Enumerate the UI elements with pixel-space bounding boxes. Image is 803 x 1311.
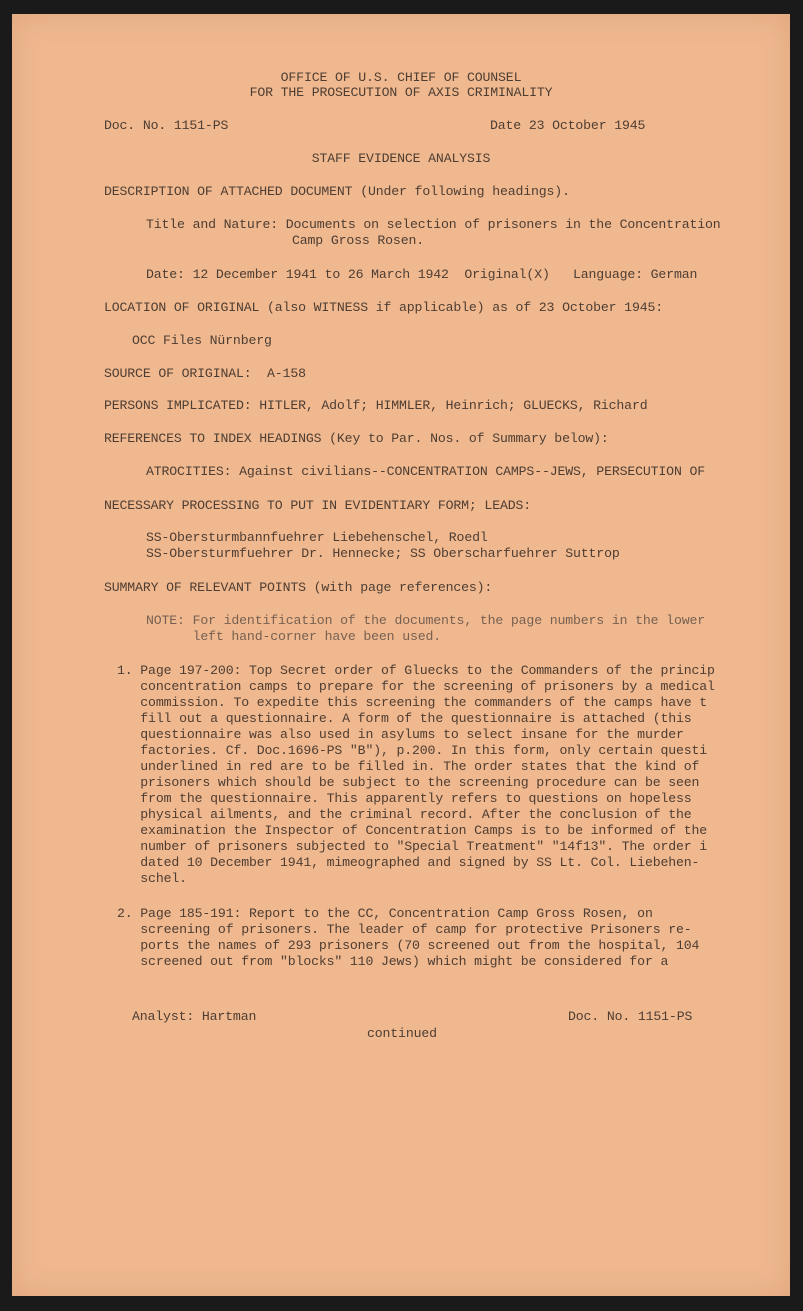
- paragraph-line: factories. Cf. Doc.1696-PS "B"), p.200. In this form, only certain questi: [117, 743, 708, 758]
- note-line: left hand-corner have been used.: [146, 629, 442, 644]
- references-line: REFERENCES TO INDEX HEADINGS (Key to Par. Nos. of Summary below):: [104, 431, 609, 446]
- paragraph-line: concentration camps to prepare for the screening of prisoners by a medical: [117, 679, 715, 694]
- lead-item: SS-Obersturmfuehrer Dr. Hennecke; SS Oberscharfuehrer Suttrop: [146, 546, 620, 561]
- continued-label: continued: [367, 1026, 437, 1041]
- summary-line: SUMMARY OF RELEVANT POINTS (with page references):: [104, 580, 493, 595]
- header-line-1: OFFICE OF U.S. CHIEF OF COUNSEL: [280, 70, 522, 85]
- paragraph-line: 1. Page 197-200: Top Secret order of Gluecks to the Commanders of the princip: [117, 663, 715, 678]
- paragraph-line: underlined in red are to be filled in. The order states that the kind of: [117, 759, 700, 774]
- paragraph-line: screening of prisoners. The leader of camp for protective Prisoners re-: [117, 922, 692, 937]
- doc-date: Date 23 October 1945: [490, 118, 646, 133]
- header-line-2: FOR THE PROSECUTION OF AXIS CRIMINALITY: [249, 85, 553, 100]
- paragraph-line: ports the names of 293 prisoners (70 screened out from the hospital, 104: [117, 938, 700, 953]
- description-heading: DESCRIPTION OF ATTACHED DOCUMENT (Under following headings).: [104, 184, 570, 199]
- atrocities-line: ATROCITIES: Against civilians--CONCENTRATION CAMPS--JEWS, PERSECUTION OF: [146, 464, 705, 479]
- location-line: LOCATION OF ORIGINAL (also WITNESS if applicable) as of 23 October 1945:: [104, 300, 663, 315]
- paragraph-line: screened out from "blocks" 110 Jews) which might be considered for a: [117, 954, 669, 969]
- persons-implicated: PERSONS IMPLICATED: HITLER, Adolf; HIMMLER, Heinrich; GLUECKS, Richard: [104, 398, 648, 413]
- paragraph-line: from the questionnaire. This apparently refers to questions on hopeless: [117, 791, 692, 806]
- doc-number: Doc. No. 1151-PS: [104, 118, 229, 133]
- date-line: Date: 12 December 1941 to 26 March 1942 Original(X) Language: German: [146, 267, 698, 282]
- page-title: STAFF EVIDENCE ANALYSIS: [311, 151, 491, 166]
- title-nature-line-1: Title and Nature: Documents on selection of prisoners in the Concentration: [146, 217, 721, 232]
- paragraph-line: dated 10 December 1941, mimeographed and signed by SS Lt. Col. Liebehen-: [117, 855, 700, 870]
- paragraph-line: number of prisoners subjected to "Special Treatment" "14f13". The order i: [117, 839, 708, 854]
- paragraph-line: examination the Inspector of Concentration Camps is to be informed of the: [117, 823, 708, 838]
- paragraph-line: fill out a questionnaire. A form of the questionnaire is attached (this: [117, 711, 692, 726]
- location-value: OCC Files Nürnberg: [132, 333, 272, 348]
- title-nature-line-2: Camp Gross Rosen.: [292, 233, 424, 248]
- note-line: NOTE: For identification of the documents, the page numbers in the lower: [146, 613, 705, 628]
- paragraph-line: 2. Page 185-191: Report to the CC, Concentration Camp Gross Rosen, on: [117, 906, 653, 921]
- paragraph-line: physical ailments, and the criminal record. After the conclusion of the: [117, 807, 692, 822]
- paragraph-line: questionnaire was also used in asylums to select insane for the murder: [117, 727, 684, 742]
- paragraph-line: prisoners which should be subject to the screening procedure can be seen: [117, 775, 700, 790]
- lead-item: SS-Obersturmbannfuehrer Liebehenschel, Roedl: [146, 530, 488, 545]
- paragraph-line: commission. To expedite this screening the commanders of the camps have t: [117, 695, 708, 710]
- source-line: SOURCE OF ORIGINAL: A-158: [104, 366, 306, 381]
- footer-doc-number: Doc. No. 1151-PS: [568, 1009, 693, 1024]
- processing-line: NECESSARY PROCESSING TO PUT IN EVIDENTIARY FORM; LEADS:: [104, 498, 532, 513]
- document-page: [12, 14, 790, 1296]
- analyst-name: Analyst: Hartman: [132, 1009, 257, 1024]
- paragraph-line: schel.: [117, 871, 187, 886]
